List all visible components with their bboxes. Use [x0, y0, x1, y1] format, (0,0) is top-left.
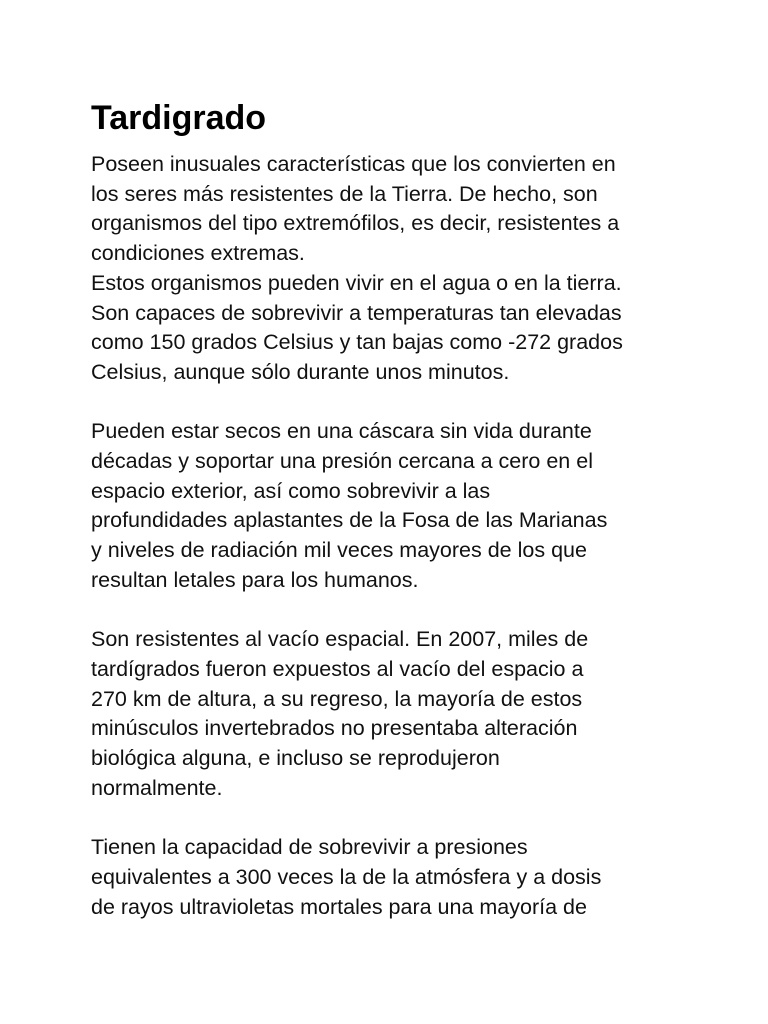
document-title: Tardigrado [91, 99, 267, 137]
paragraph-4: Tienen la capacidad de sobrevivir a presiones equivalentes a 300 veces la de la atmósfera y a dosis de rayos ultravioletas mortales para una mayoría de [91, 835, 602, 919]
paragraph-3: Son resistentes al vacío espacial. En 2007, miles de tardígrados fueron expuestos al vacío del espacio a 270 km de altura, a su regreso, la mayoría de estos minúsculos invertebrados no presentaba alteración biológica alguna, e incluso se reprodujeron normalmente. [91, 627, 589, 800]
paragraph-1: Poseen inusuales características que los convierten en los seres más resistentes de la Tierra. De hecho, son organismos del tipo extremófilos, es decir, resistentes a condiciones extremas. Estos organismos pueden vivir en el agua o en la tierra. Son capaces de sobrevivir a temperaturas tan elevadas como 150 grados Celsius y tan bajas como -272 grados Celsius, aunque sólo durante unos minutos. [91, 152, 623, 384]
paragraph-spacer [91, 388, 691, 418]
paragraph-spacer [91, 803, 691, 833]
paragraph-spacer [91, 596, 691, 626]
paragraph-2: Pueden estar secos en una cáscara sin vida durante décadas y soportar una presión cercana a cero en el espacio exterior, así como sobrevivir a las profundidades aplastantes de la Fosa de las Marianas y niveles de radiación mil veces mayores de los que resultan letales para los humanos. [91, 419, 608, 592]
document-page [91, 96, 691, 922]
